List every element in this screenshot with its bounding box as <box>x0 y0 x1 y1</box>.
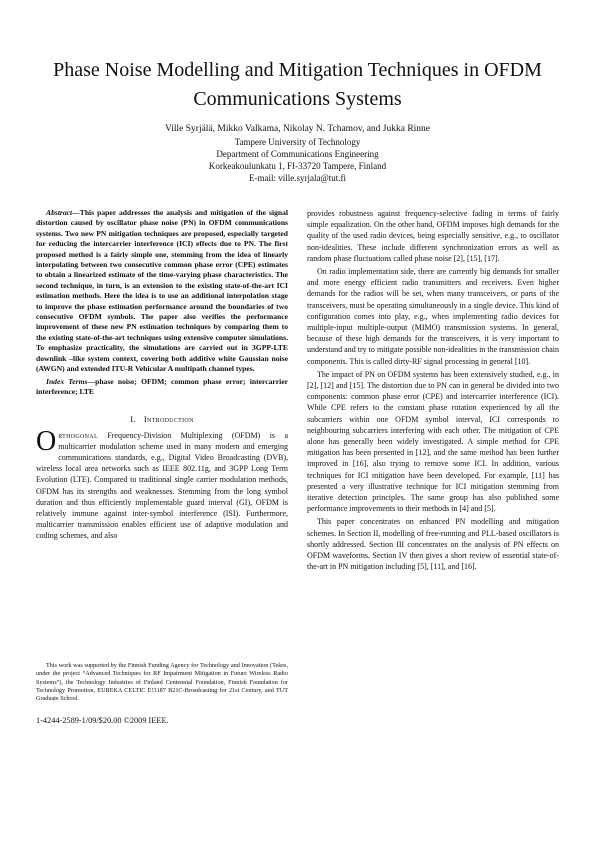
paragraph: This paper concentrates on enhanced PN modelling and mitigation schemes. In Section II, modelling of free-running and PLL-based oscillators is shortly addressed. Section III concentrates on the analysis of PN effects on OFDM waveforms. Section IV then gives a short review of essential state-of-the-art in PN mitigation including [5], [11], and [16]. <box>307 517 559 572</box>
paragraph: The impact of PN on OFDM systems has been extensively studied, e.g., in [2], [12] and [15]. The distortion due to PN can in general be divided into two components: common phase error (CPE) and intercarrier interference (ICI). While CPE refers to the constant phase rotation experienced by all the subcarriers within one OFDM symbol interval, ICI corresponds to neighbouring subcarriers interfering with each other. The mitigation of CPE alone has generally been widely investigated. A simple method for CPE mitigation has been presented in [12], and the same method has been further improved in [16], also trying to remove some ICI. In addition, various techniques for ICI mitigation have been developed. For example, [11] has presented a very illustrative technique for ICI mitigation stemming from iterative detection principles. The same group has also published some performance improvements to their methods in [4] and [5]. <box>307 369 559 514</box>
drop-cap: O <box>36 425 57 457</box>
affiliation-department: Department of Communications Engineering <box>216 149 379 159</box>
intro-paragraph <box>36 425 288 542</box>
affiliation-address: Korkeakoulunkatu 1, FI-33720 Tampere, Finland <box>208 161 387 171</box>
abstract-text: —This paper addresses the analysis and mitigation of the signal distortion caused by oscillator phase noise (PN) in OFDM communications systems. Two new PN mitigation techniques are proposed, especially targeted for reducing the intercarrier interference (ICI) effects due to PN. The first proposed method is a fairly simple one, stemming from the idea of linearly interpolating between two consecutive common phase error (CPE) estimates to obtain a linearized estimate of the time-varying phase characteristics. The second technique, in turn, is an extension to the existing state-of-the-art ICI estimation methods. Here the idea is to use an additional interpolation stage to improve the phase estimation performance around the boundaries of two consecutive OFDM symbols. The paper also verifies the performance improvement of these new PN estimation techniques by comparing them to the existing state-of-the-art techniques using extensive computer simulations. To emphasize practicality, the simulations are carried out in 3GPP-LTE downlink –like system context, covering both additive white Gaussian noise (AWGN) and extended ITU-R Vehicular A multipath channel types. <box>36 208 288 374</box>
abstract <box>36 208 288 375</box>
abstract-label: Abstract <box>46 208 73 217</box>
paragraph: provides robustness against frequency-selective fading in terms of fairly simple equalization. On the other hand, OFDM imposes high demands for the quality of the used radio devices, being especially sensitive, e.g., to oscillator non-idealities. These include different synchronization errors as well as random phase fluctuations called phase noise [2], [15], [17]. <box>307 209 559 263</box>
paragraph: On radio implementation side, there are currently big demands for smaller and more energy efficient radio transmitters and receivers. Even higher demands for the radios will be set, when many transceivers, or parts of the transceivers, must be operating simultaneously in a single device. This kind of configuration comes into play, e.g., when implementing radio devices for multiple-input multiple-output (MIMO) transmission systems. In general, because of these high demands for the transceivers, it is very important to understand and try to mitigate possible non-idealities in the transmission chain components. This is called dirty-RF signal processing in general [10]. <box>307 267 559 366</box>
paper-title: Phase Noise Modelling and Mitigation Techniques in OFDM Communications Systems <box>53 59 542 110</box>
index-terms <box>36 377 288 398</box>
intro-text: Frequency-Division Multiplexing (OFDM) is a multicarrier modulation scheme used in many modern and emerging communications standards, e.g., Digital Video Broadcasting (DVB), wireless local area networks such as IEEE 802.11g, and 3GPP Long Term Evolution (LTE). Compared to traditional single carrier modulation methods, OFDM has its strengths and weaknesses. Stemming from the long symbol duration and thus efficiently implementable guard interval (GI), OFDM is relatively immune against inter-symbol interference (ISI). Furthermore, multicarrier transmission enables efficient use of adaptive modulation and coding schemes, and also <box>36 430 288 541</box>
funding-footnote <box>36 662 288 703</box>
section-title: Introduction <box>143 414 194 425</box>
section-number: I. <box>130 414 136 425</box>
copyright-notice: 1-4244-2589-1/09/$20.00 ©2009 IEEE. <box>36 716 169 725</box>
right-column <box>307 208 559 575</box>
author-block <box>60 123 535 184</box>
left-column <box>36 208 288 544</box>
footnote-text: This work was supported by the Finnish Funding Agency for Technology and Innovation (Tekes, under the project “Advanced Techniques for RF Impairment Mitigation in Future Wireless Radio Systems”), the Technology Industries of Finland Centennial Foundation, Finnish Foundation for Technology Promotion, EUREKA CELTIC E!3187 B21C-Broadcasting for 21st Century, and TUT Graduate School. <box>36 662 288 703</box>
first-word: rthogonal <box>58 430 98 440</box>
affiliation-university: Tampere University of Technology <box>234 137 361 147</box>
author-names: Ville Syrjälä, Mikko Valkama, Nikolay N. Tchamov, and Jukka Rinne <box>164 124 431 134</box>
section-heading <box>36 414 288 425</box>
index-terms-text: —phase noise; OFDM; common phase error; intercarrier interference; LTE <box>36 376 288 396</box>
author-email: E-mail: ville.syrjala@tut.fi <box>248 173 346 183</box>
index-terms-label: Index Terms <box>46 376 88 386</box>
